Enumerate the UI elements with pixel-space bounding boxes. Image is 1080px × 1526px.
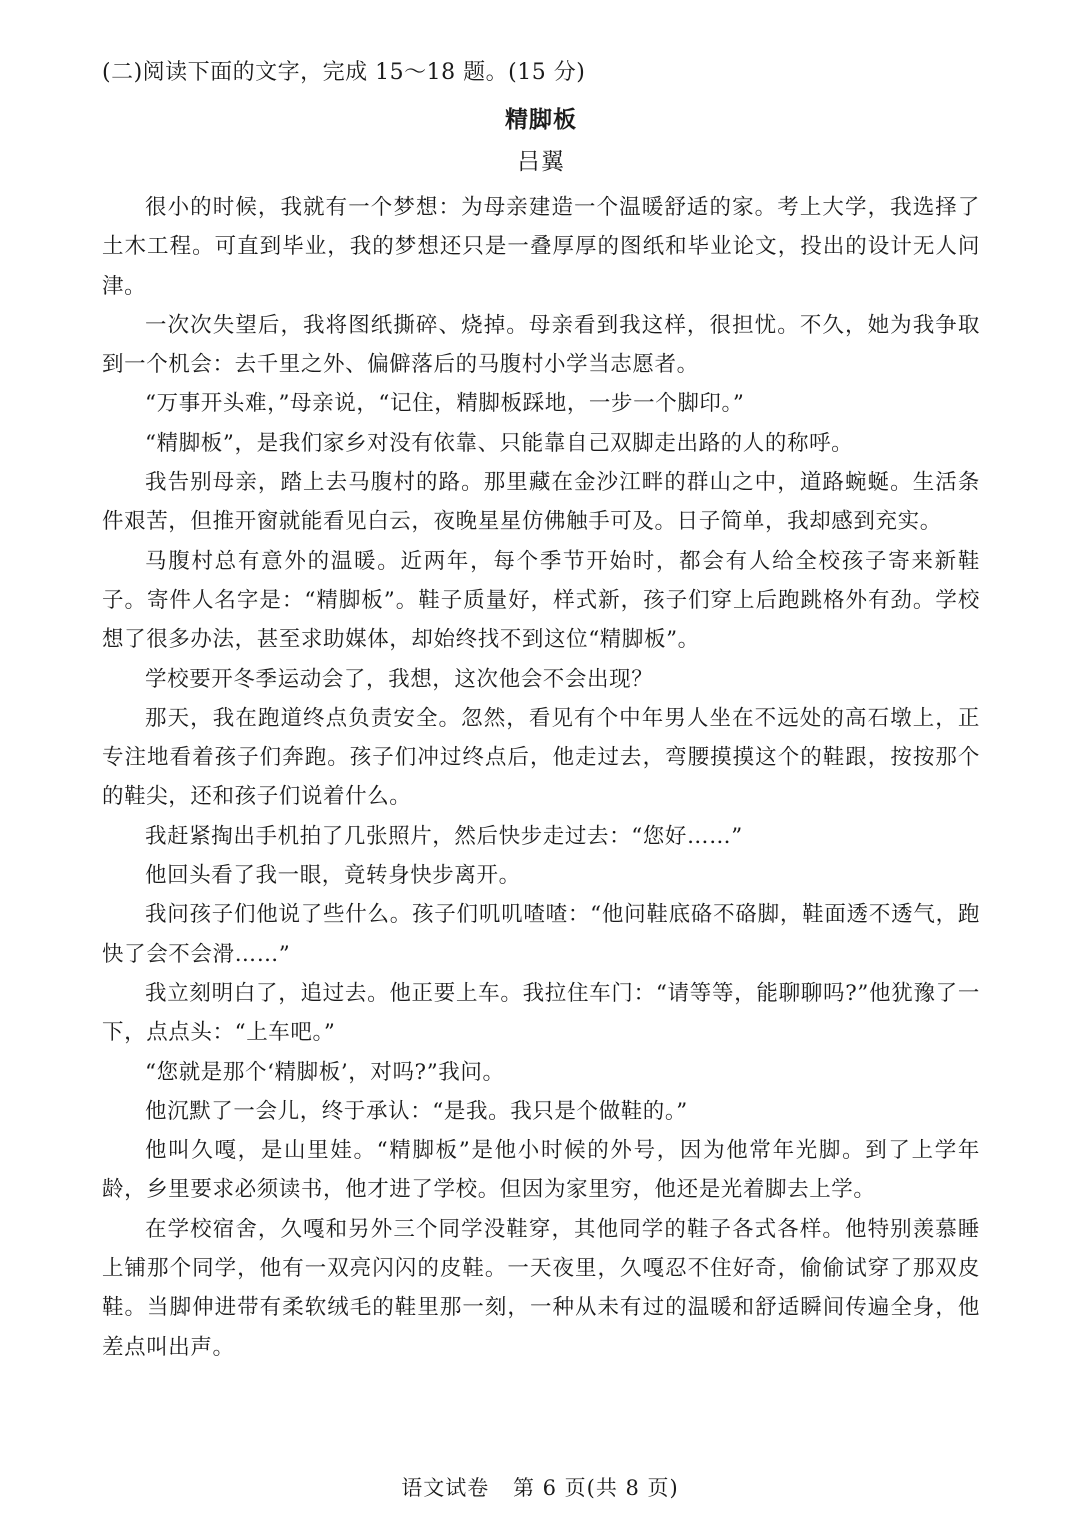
paragraph: 他沉默了一会儿，终于承认：“是我。我只是个做鞋的。” bbox=[145, 1098, 688, 1124]
section-heading: (二)阅读下面的文字，完成 15～18 题。(15 分) bbox=[102, 60, 586, 85]
article-author: 吕翼 bbox=[517, 149, 565, 175]
paragraph: 我立刻明白了，追过去。他正要上车。我拉住车门：“请等等，能聊聊吗?”他犹豫了一下，点点头：“上车吧。” bbox=[102, 980, 980, 1046]
article-body bbox=[102, 188, 980, 1367]
paragraph: 我问孩子们他说了些什么。孩子们叽叽喳喳：“他问鞋底硌不硌脚，鞋面透不透气，跑快了会不会滑……” bbox=[102, 902, 980, 967]
page-footer bbox=[0, 1473, 1080, 1503]
paragraph: 马腹村总有意外的温暖。近两年，每个季节开始时，都会有人给全校孩子寄来新鞋子。寄件人名字是：“精脚板”。鞋子质量好，样式新，孩子们穿上后跑跳格外有劲。学校想了很多办法，甚至求助媒体，却始终找不到这位“精脚板”。 bbox=[102, 548, 980, 653]
footer-page-number: 第 6 页(共 8 页) bbox=[512, 1476, 679, 1500]
paragraph: 他叫久嘎，是山里娃。“精脚板”是他小时候的外号，因为他常年光脚。到了上学年龄，乡里要求必须读书，他才进了学校。但因为家里穷，他还是光着脚去上学。 bbox=[102, 1138, 980, 1203]
paragraph: 他回头看了我一眼，竟转身快步离开。 bbox=[145, 863, 521, 889]
paragraph: 学校要开冬季运动会了，我想，这次他会不会出现？ bbox=[145, 666, 654, 692]
paragraph: 在学校宿舍，久嘎和另外三个同学没鞋穿，其他同学的鞋子各式各样。他特别羡慕睡上铺那个同学，他有一双亮闪闪的皮鞋。一天夜里，久嘎忍不住好奇，偷偷试穿了那双皮鞋。当脚伸进带有柔软绒毛的鞋里那一刻，一种从未有过的温暖和舒适瞬间传遍全身，他差点叫出声。 bbox=[102, 1216, 980, 1360]
paragraph: “您就是那个‘精脚板’，对吗?”我问。 bbox=[145, 1059, 505, 1085]
paragraph: “精脚板”，是我们家乡对没有依靠、只能靠自己双脚走出路的人的称呼。 bbox=[145, 430, 854, 456]
article-title: 精脚板 bbox=[505, 106, 577, 133]
paragraph: 我赶紧掏出手机拍了几张照片，然后快步走过去：“您好……” bbox=[145, 823, 743, 849]
paragraph: 那天，我在跑道终点负责安全。忽然，看见有个中年男人坐在不远处的高石墩上，正专注地看着孩子们奔跑。孩子们冲过终点后，他走过去，弯腰摸摸这个的鞋跟，按按那个的鞋尖，还和孩子们说着什么。 bbox=[102, 705, 980, 810]
paragraph: 很小的时候，我就有一个梦想：为母亲建造一个温暖舒适的家。考上大学，我选择了土木工程。可直到毕业，我的梦想还只是一叠厚厚的图纸和毕业论文，投出的设计无人问津。 bbox=[102, 195, 980, 299]
paragraph: 一次次失望后，我将图纸撕碎、烧掉。母亲看到我这样，很担忧。不久，她为我争取到一个机会：去千里之外、偏僻落后的马腹村小学当志愿者。 bbox=[102, 312, 980, 378]
paragraph: “万事开头难，”母亲说，“记住，精脚板踩地，一步一个脚印。” bbox=[145, 391, 745, 417]
footer-subject: 语文试卷 bbox=[401, 1476, 490, 1500]
paragraph: 我告别母亲，踏上去马腹村的路。那里藏在金沙江畔的群山之中，道路蜿蜒。生活条件艰苦，但推开窗就能看见白云，夜晚星星仿佛触手可及。日子简单，我却感到充实。 bbox=[102, 470, 980, 535]
